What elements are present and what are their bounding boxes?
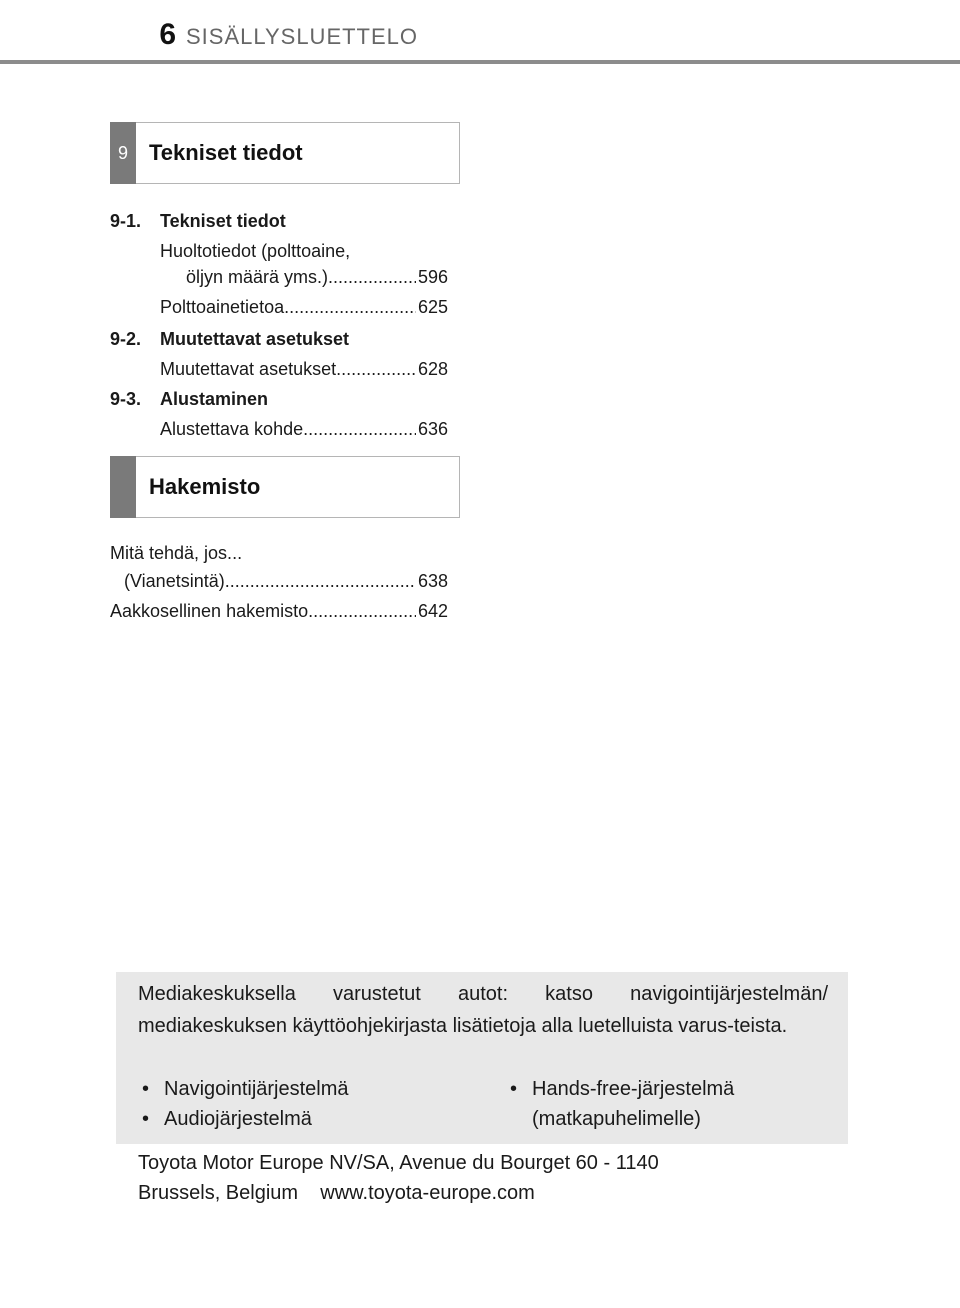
bullet-dot: •	[142, 1078, 150, 1100]
section-title: Hakemisto	[149, 474, 261, 499]
toc-entry[interactable]	[160, 418, 448, 440]
toc-leader-dots	[225, 570, 416, 592]
toc-entry-label: Polttoainetietoa	[160, 297, 285, 317]
toc-entry-label: Aakkosellinen hakemisto	[110, 601, 309, 621]
info-box	[116, 972, 848, 1144]
bullet-label: Audiojärjestelmä	[164, 1108, 312, 1130]
toc-entry-label: Alustettava kohde	[160, 419, 304, 439]
section-title: Tekniset tiedot	[149, 140, 303, 165]
section-tab: 9	[110, 122, 136, 184]
toc-group-name[interactable]: Alustaminen	[160, 389, 269, 409]
section-header-tekniset-tiedot	[110, 122, 460, 184]
toc-entry-line1[interactable]: Mitä tehdä, jos...	[110, 543, 243, 563]
toc-entry[interactable]	[110, 600, 448, 622]
bullet-item	[142, 1104, 312, 1134]
bullet-label: Navigointijärjestelmä	[164, 1078, 349, 1100]
toc-entry-label: öljyn määrä yms.)	[186, 267, 329, 287]
toc-entry[interactable]	[124, 570, 448, 592]
toc-entry[interactable]	[186, 266, 448, 288]
bullet-dot: •	[142, 1108, 150, 1130]
bullet-label: Hands-free-järjestelmä	[532, 1078, 735, 1100]
toc-group-code: 9-3.	[110, 389, 142, 409]
header-rule	[0, 60, 960, 64]
bullet-dot: •	[510, 1078, 518, 1100]
toc-leader-dots	[328, 266, 416, 288]
toc-leader-dots	[308, 600, 416, 622]
toc-entry-label: Muutettavat asetukset	[160, 359, 337, 379]
toc-entry-page: 625	[417, 297, 448, 317]
toc-entry-label: (Vianetsintä)	[124, 571, 225, 591]
toc-entry-page: 638	[417, 571, 448, 591]
page-number: 6	[159, 18, 176, 51]
toc-entry-page: 636	[417, 419, 448, 439]
toc-entry-page: 596	[417, 267, 448, 287]
toc-leader-dots	[284, 296, 416, 318]
toc-group-code: 9-2.	[110, 329, 142, 349]
section-tab	[110, 456, 136, 518]
toc-leader-dots	[336, 358, 416, 380]
section-header-hakemisto	[110, 456, 460, 518]
footer-address: Toyota Motor Europe NV/SA, Avenue du Bourget 60 - 1140	[138, 1152, 659, 1174]
toc-group-name[interactable]: Muutettavat asetukset	[160, 329, 350, 349]
toc-group-name[interactable]: Tekniset tiedot	[160, 211, 286, 231]
toc-leader-dots	[303, 418, 416, 440]
toc-entry[interactable]	[160, 358, 448, 380]
toc-entry[interactable]	[160, 296, 448, 318]
bullet-continuation: (matkapuhelimelle)	[532, 1108, 701, 1130]
bullet-item	[510, 1074, 734, 1104]
toc-group-code: 9-1.	[110, 211, 142, 231]
header-title: SISÄLLYSLUETTELO	[186, 24, 419, 49]
bullet-item	[142, 1074, 349, 1104]
page-header	[0, 0, 960, 64]
toc-entry-page: 642	[417, 601, 448, 621]
toc-entry-line1[interactable]: Huoltotiedot (polttoaine,	[160, 241, 351, 261]
info-text: Mediakeskuksella varustetut autot: katso navigointijärjestelmän/ mediakeskuksen käyttöohjekirjasta lisätietoja alla luetelluista varus-teista.	[138, 983, 828, 1037]
toc-entry-page: 628	[417, 359, 448, 379]
footer-location-url[interactable]: Brussels, Belgium www.toyota-europe.com	[138, 1182, 535, 1204]
